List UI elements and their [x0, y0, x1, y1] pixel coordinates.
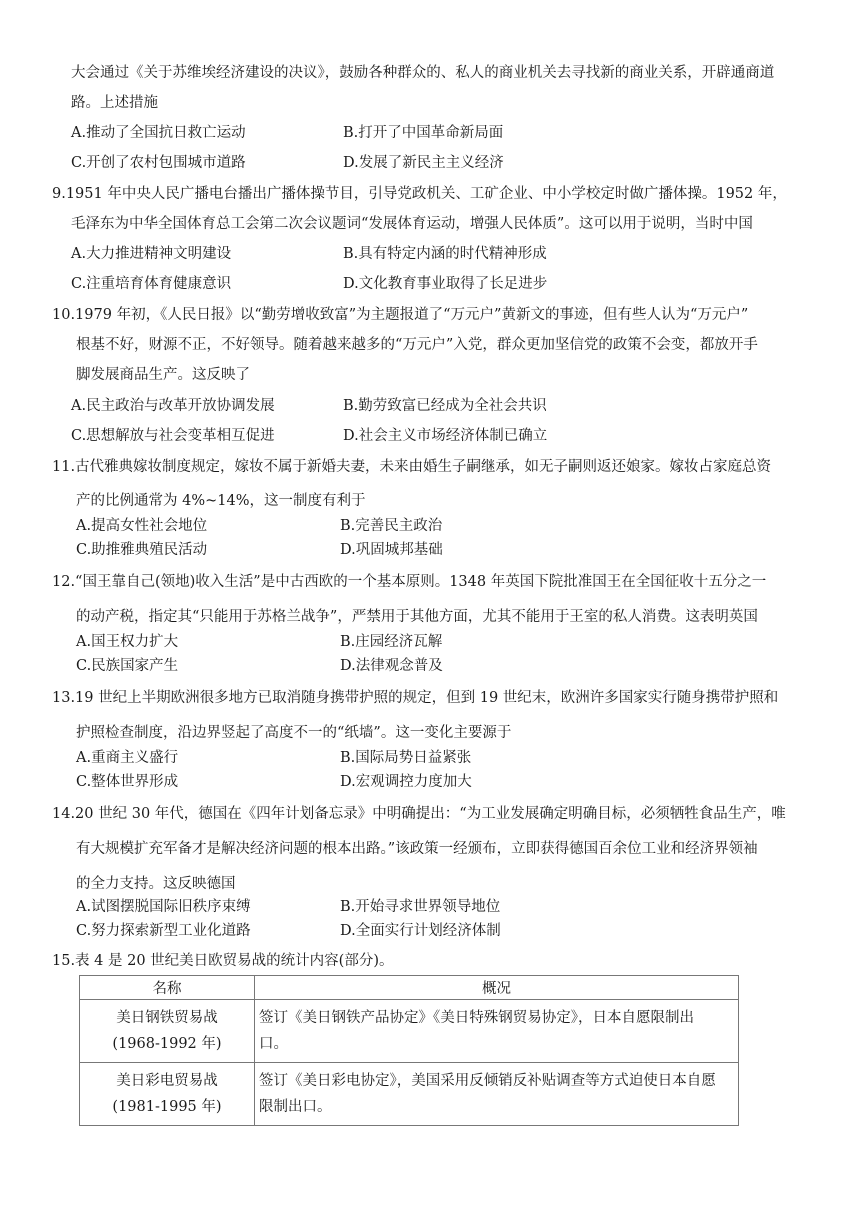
table-cell-name-line2: (1981-1995 年)	[112, 1099, 222, 1115]
q8-stem-line1: 大会通过《关于苏维埃经济建设的决议》，鼓励各种群众的、私人的商业机关去寻找新的商业关系，开辟通商道	[71, 65, 775, 81]
q15-stem-line1: 15.表 4 是 20 世纪美日欧贸易战的统计内容(部分)。	[52, 953, 394, 969]
q14-option-b[interactable]: B.开始寻求世界领导地位	[340, 899, 501, 915]
q14-stem-line3: 的全力支持。这反映德国	[76, 876, 236, 892]
q9-option-a[interactable]: A.大力推进精神文明建设	[71, 246, 232, 262]
q9-option-b[interactable]: B.具有特定内涵的时代精神形成	[343, 246, 547, 262]
table-header-overview: 概况	[255, 976, 739, 1000]
q10-stem-line1: 10.1979 年初，《人民日报》以“勤劳增收致富”为主题报道了“万元户”黄新文的事迹，但有些人认为“万元户”	[52, 307, 749, 323]
q10-option-a[interactable]: A.民主政治与改革开放协调发展	[71, 398, 275, 414]
table-cell-overview-line2: 口。	[259, 1036, 288, 1052]
q10-option-c[interactable]: C.思想解放与社会变革相互促进	[71, 428, 275, 444]
q10-stem-line2: 根基不好，财源不正，不好领导。随着越来越多的“万元户”入党，群众更加坚信党的政策不会变，都放开手	[76, 337, 758, 353]
table-cell-overview	[255, 1063, 739, 1126]
q11-option-b[interactable]: B.完善民主政治	[340, 518, 443, 534]
q10-stem-line3: 脚发展商品生产。这反映了	[76, 367, 250, 383]
q14-stem-line1: 14.20 世纪 30 年代，德国在《四年计划备忘录》中明确提出：“为工业发展确定明确目标，必须牺牲食品生产，唯	[52, 806, 786, 822]
q13-option-a[interactable]: A.重商主义盛行	[76, 750, 179, 766]
q13-option-d[interactable]: D.宏观调控力度加大	[340, 774, 472, 790]
table-cell-name-line1: 美日钢铁贸易战	[116, 1010, 218, 1026]
q9-option-d[interactable]: D.文化教育事业取得了长足进步	[343, 276, 548, 292]
q12-stem-line1: 12.“国王靠自己(领地)收入生活”是中古西欧的一个基本原则。1348 年英国下院批准国王在全国征收十五分之一	[52, 574, 767, 590]
q11-stem-line1: 11.古代雅典嫁妆制度规定，嫁妆不属于新婚夫妻，未来由婚生子嗣继承，如无子嗣则返还娘家。嫁妆占家庭总资	[52, 459, 772, 475]
q8-option-a[interactable]: A.推动了全国抗日救亡运动	[71, 125, 246, 141]
table-cell-name-line1: 美日彩电贸易战	[116, 1073, 218, 1089]
table-header-row	[80, 976, 739, 1000]
q13-stem-line1: 13.19 世纪上半期欧洲很多地方已取消随身携带护照的规定，但到 19 世纪末，欧洲许多国家实行随身携带护照和	[52, 690, 779, 706]
q10-option-b[interactable]: B.勤劳致富已经成为全社会共识	[343, 398, 547, 414]
q11-option-c[interactable]: C.助推雅典殖民活动	[76, 542, 208, 558]
table-header-name: 名称	[80, 976, 255, 1000]
q10-option-d[interactable]: D.社会主义市场经济体制已确立	[343, 428, 548, 444]
table-cell-overview-line2: 限制出口。	[259, 1099, 332, 1115]
q13-stem-line2: 护照检查制度，沿边界竖起了高度不一的“纸墙”。这一变化主要源于	[76, 725, 512, 741]
table-cell-overview-line1: 签订《美日彩电协定》，美国采用反倾销反补贴调查等方式迫使日本自愿	[259, 1073, 716, 1089]
q11-option-d[interactable]: D.巩固城邦基础	[340, 542, 443, 558]
table-cell-name	[80, 1063, 255, 1126]
q11-option-a[interactable]: A.提高女性社会地位	[76, 518, 208, 534]
q9-option-c[interactable]: C.注重培育体育健康意识	[71, 276, 232, 292]
q12-option-b[interactable]: B.庄园经济瓦解	[340, 634, 443, 650]
q13-option-c[interactable]: C.整体世界形成	[76, 774, 179, 790]
table-cell-overview	[255, 1000, 739, 1063]
q12-option-c[interactable]: C.民族国家产生	[76, 658, 179, 674]
q14-option-d[interactable]: D.全面实行计划经济体制	[340, 923, 501, 939]
table-cell-name-line2: (1968-1992 年)	[112, 1036, 222, 1052]
q8-option-b[interactable]: B.打开了中国革命新局面	[343, 125, 504, 141]
table-cell-name	[80, 1000, 255, 1063]
q8-option-c[interactable]: C.开创了农村包围城市道路	[71, 155, 246, 171]
q8-option-d[interactable]: D.发展了新民主主义经济	[343, 155, 504, 171]
q8-stem-line2: 路。上述措施	[71, 95, 158, 111]
q12-option-a[interactable]: A.国王权力扩大	[76, 634, 179, 650]
q14-option-a[interactable]: A.试图摆脱国际旧秩序束缚	[76, 899, 251, 915]
q14-stem-line2: 有大规模扩充军备才是解决经济问题的根本出路。”该政策一经颁布，立即获得德国百余位工业和经济界领袖	[76, 841, 758, 857]
q12-stem-line2: 的动产税，指定其“只能用于苏格兰战争”，严禁用于其他方面，尤其不能用于王室的私人消费。这表明英国	[76, 609, 758, 625]
q12-option-d[interactable]: D.法律观念普及	[340, 658, 443, 674]
q13-option-b[interactable]: B.国际局势日益紧张	[340, 750, 472, 766]
table-row	[80, 1063, 739, 1126]
q11-stem-line2: 产的比例通常为 4%~14%，这一制度有利于	[76, 493, 366, 509]
q9-stem-line1: 9.1951 年中央人民广播电台播出广播体操节目，引导党政机关、工矿企业、中小学校定时做广播体操。1952 年，	[52, 186, 787, 202]
trade-war-table	[79, 975, 739, 1126]
table-cell-overview-line1: 签订《美日钢铁产品协定》《美日特殊钢贸易协定》，日本自愿限制出	[259, 1010, 694, 1026]
q14-option-c[interactable]: C.努力探索新型工业化道路	[76, 923, 251, 939]
q9-stem-line2: 毛泽东为中华全国体育总工会第二次会议题词“发展体育运动，增强人民体质”。这可以用于说明，当时中国	[71, 216, 753, 232]
table-row	[80, 1000, 739, 1063]
